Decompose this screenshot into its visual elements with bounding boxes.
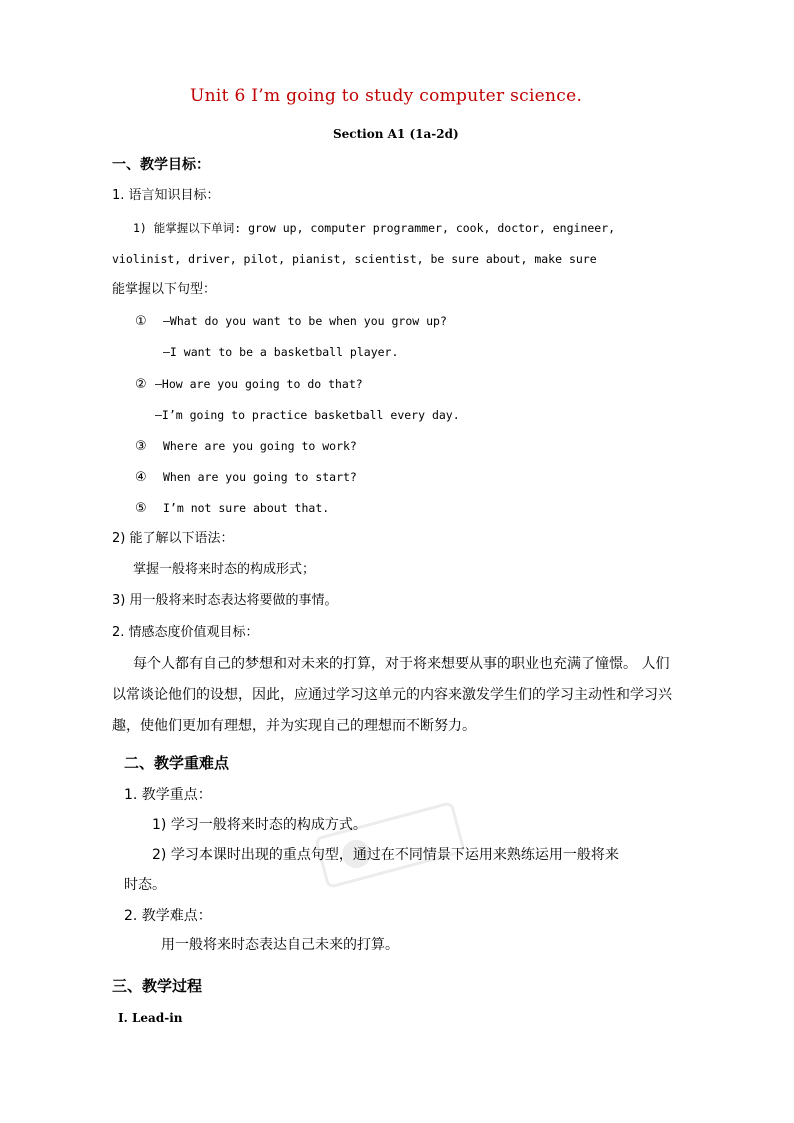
key-point-2-line-2: 时态。 [124,877,166,893]
pattern-item [155,407,460,423]
pattern-item [135,313,447,330]
pattern-text: —I’m going to practice basketball every day. [155,408,460,422]
key-point-2-line-1: 2) 学习本课时出现的重点句型，通过在不同情景下运用来熟练运用一般将来 [152,847,619,863]
pattern-number: ④ [135,470,147,485]
document-title: Unit 6 I’m going to study computer science. [190,86,583,106]
key-points-label: 1. 教学重点： [124,787,212,803]
pattern-number: ⑤ [135,501,147,516]
emotion-paragraph-line-2: 以常谈论他们的设想，因此，应通过学习这单元的内容来激发学生们的学习主动性和学习兴 [112,687,672,703]
pattern-text: —I want to be a basketball player. [163,345,399,359]
part3-heading: 三、教学过程 [112,977,203,995]
pattern-item [163,344,398,360]
pattern-item [135,469,357,486]
section-subtitle: Section A1 (1a-2d) [333,127,459,141]
pattern-number: ② [135,377,147,392]
pattern-text: When are you going to start? [163,470,357,484]
key-point-1: 1) 学习一般将来时态的构成方式。 [152,817,367,833]
emotion-paragraph-line-1: 每个人都有自己的梦想和对未来的打算，对于将来想要从事的职业也充满了憧憬。 人们 [133,656,670,672]
use-item: 3) 用一般将来时态表达将要做的事情。 [112,593,338,608]
difficult-points-label: 2. 教学难点： [124,908,212,924]
pattern-text: —How are you going to do that? [155,377,363,391]
difficult-point-item: 用一般将来时态表达自己未来的打算。 [161,937,399,953]
pattern-item [135,438,357,455]
part1-heading: 一、教学目标： [112,157,210,173]
language-goal-label: 1. 语言知识目标： [112,188,220,203]
words-line-2: violinist, driver, pilot, pianist, scientist, be sure about, make sure [112,252,597,266]
watermark-logo-icon [300,790,480,900]
pattern-text: —What do you want to be when you grow up? [163,314,447,328]
patterns-label: 能掌握以下句型： [112,282,217,297]
emotion-paragraph-line-3: 趣，使他们更加有理想，并为实现自己的理想而不断努力。 [112,718,476,734]
pattern-number: ③ [135,439,147,454]
lead-in-heading: Ⅰ. Lead-in [118,1011,183,1025]
pattern-item [135,500,329,517]
grammar-item: 掌握一般将来时态的构成形式； [133,562,316,577]
pattern-item [135,376,363,393]
emotion-goal-label: 2. 情感态度价值观目标： [112,625,259,640]
grammar-label: 2) 能了解以下语法： [112,531,234,546]
pattern-text: I’m not sure about that. [163,501,330,515]
words-line-1: 1) 能掌握以下单词: grow up, computer programmer, cook, doctor, engineer, [133,221,616,235]
pattern-text: Where are you going to work? [163,439,357,453]
pattern-number: ① [135,314,147,329]
part2-heading: 二、教学重难点 [124,754,230,772]
